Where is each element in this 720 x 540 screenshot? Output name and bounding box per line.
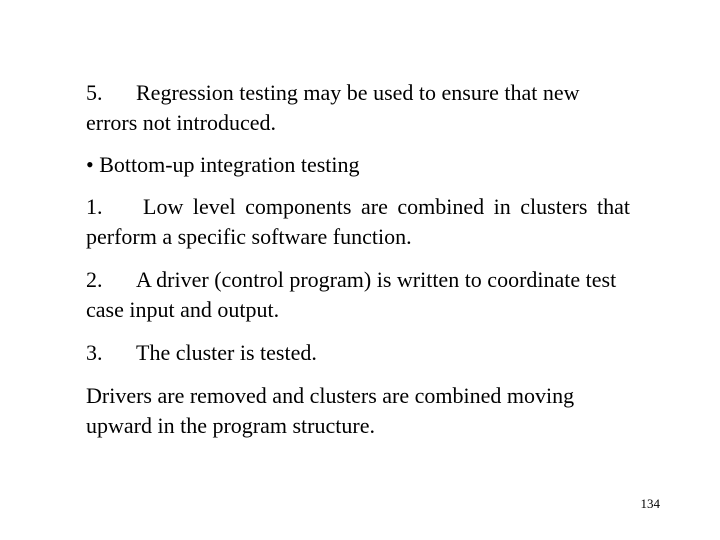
item-number: 1. bbox=[86, 194, 103, 219]
bullet-heading: • Bottom-up integration testing bbox=[86, 152, 360, 177]
slide-body bbox=[86, 78, 630, 441]
list-item-step-1 bbox=[86, 192, 630, 252]
page-number: 134 bbox=[640, 496, 660, 511]
item-number: 3. bbox=[86, 340, 103, 365]
item-text: Regression testing may be used to ensure that new errors not introduced. bbox=[86, 80, 580, 135]
item-text: A driver (control program) is written to coordinate test case input and output. bbox=[86, 267, 617, 322]
list-item-step-2 bbox=[86, 265, 630, 325]
closing-paragraph: Drivers are removed and clusters are combined moving upward in the program structure. bbox=[86, 383, 575, 438]
item-text: The cluster is tested. bbox=[136, 340, 317, 365]
item-number: 5. bbox=[86, 80, 103, 105]
item-text: Low level components are combined in clusters that perform a specific software function. bbox=[86, 194, 630, 249]
list-item-step-3 bbox=[86, 338, 630, 368]
item-number: 2. bbox=[86, 267, 103, 292]
list-item-regression bbox=[86, 78, 630, 138]
